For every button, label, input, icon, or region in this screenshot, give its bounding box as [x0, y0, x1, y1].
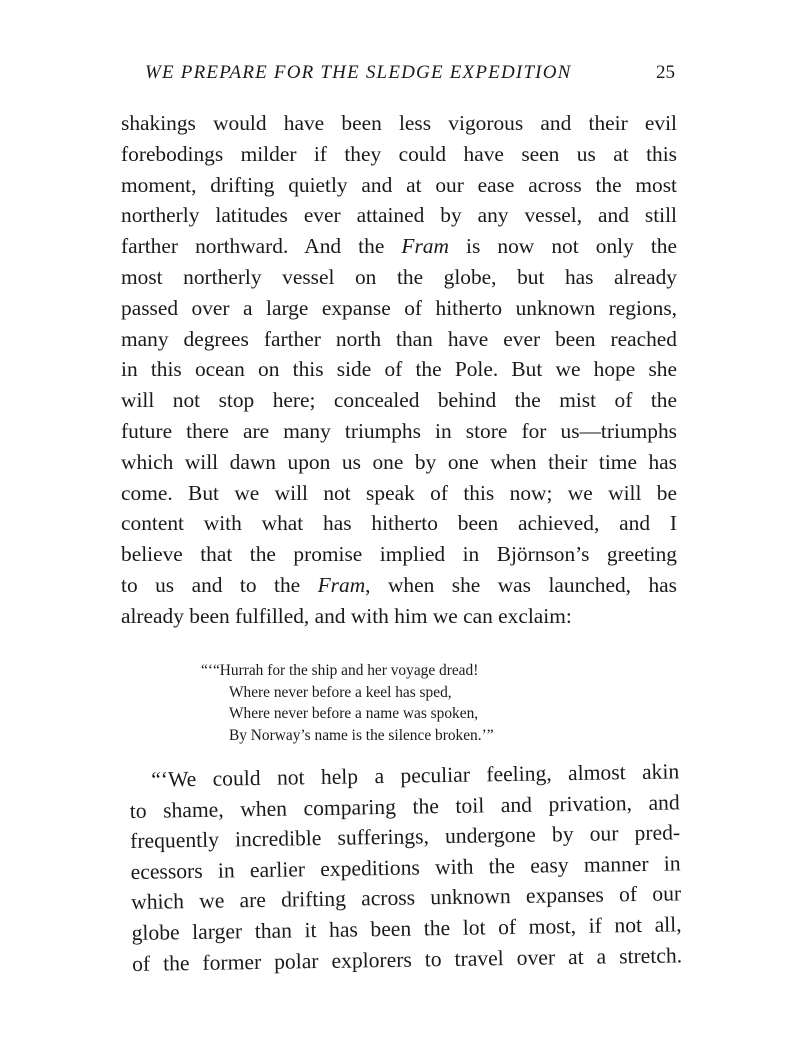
paragraph-1	[121, 108, 677, 632]
text-line: frequently incredible sufferings, undergone by our pred-	[130, 820, 681, 854]
running-head	[145, 62, 675, 84]
ship-name-italic: Fram	[317, 572, 366, 597]
text-line: which will dawn upon us one by one when their time has	[121, 449, 677, 474]
text-line: farther northward. And the Fram is now not only the	[121, 234, 677, 259]
verse-line: By Norway’s name is the silence broken.’”	[229, 726, 494, 744]
paragraph-2	[129, 756, 682, 979]
verse-line: Where never before a keel has sped,	[229, 683, 452, 701]
text-line: most northerly vessel on the globe, but has already	[121, 264, 677, 289]
text-line: “‘We could not help a peculiar feeling, almost akin	[151, 759, 680, 792]
verse-line: “‘“Hurrah for the ship and her voyage dread!	[201, 662, 479, 679]
text-line: will not stop here; concealed behind the mist of the	[121, 388, 677, 413]
text-line: of the former polar explorers to travel over at a stretch.	[131, 942, 683, 976]
text-line: content with what has hitherto been achieved, and I	[121, 511, 677, 536]
text-line: come. But we will not speak of this now; we will be	[121, 480, 677, 505]
text-line: passed over a large expanse of hitherto unknown regions,	[121, 295, 677, 320]
text-line: already been fulfilled, and with him we can exclaim:	[121, 603, 572, 628]
running-title: WE PREPARE FOR THE SLEDGE EXPEDITION	[145, 62, 572, 83]
text-line: northerly latitudes ever attained by any vessel, and still	[121, 203, 677, 228]
text-line: which we are drifting across unknown expanses of our	[130, 881, 682, 915]
text-line: to us and to the Fram, when she was launched, has	[121, 572, 677, 597]
text-line: many degrees farther north than have ever been reached	[121, 326, 677, 351]
verse-line: Where never before a name was spoken,	[229, 705, 479, 723]
ship-name-italic: Fram	[401, 234, 449, 259]
text-line: forebodings milder if they could have seen us at this	[121, 141, 677, 166]
text-line: ecessors in earlier expeditions with the easy manner in	[130, 851, 681, 884]
text-line: future there are many triumphs in store for us—triumphs	[121, 418, 677, 443]
text-line: moment, drifting quietly and at our ease across the most	[121, 172, 677, 197]
text-line: in this ocean on this side of the Pole. But we hope she	[121, 357, 677, 382]
page-number: 25	[656, 62, 675, 83]
text-line: believe that the promise implied in Björnson’s greeting	[121, 542, 677, 567]
verse-quotation	[201, 660, 601, 746]
text-line: shakings would have been less vigorous and their evil	[121, 111, 677, 135]
text-line: to shame, when comparing the toil and privation, and	[129, 789, 680, 823]
text-line: globe larger than it has been the lot of most, if not all,	[131, 912, 682, 945]
